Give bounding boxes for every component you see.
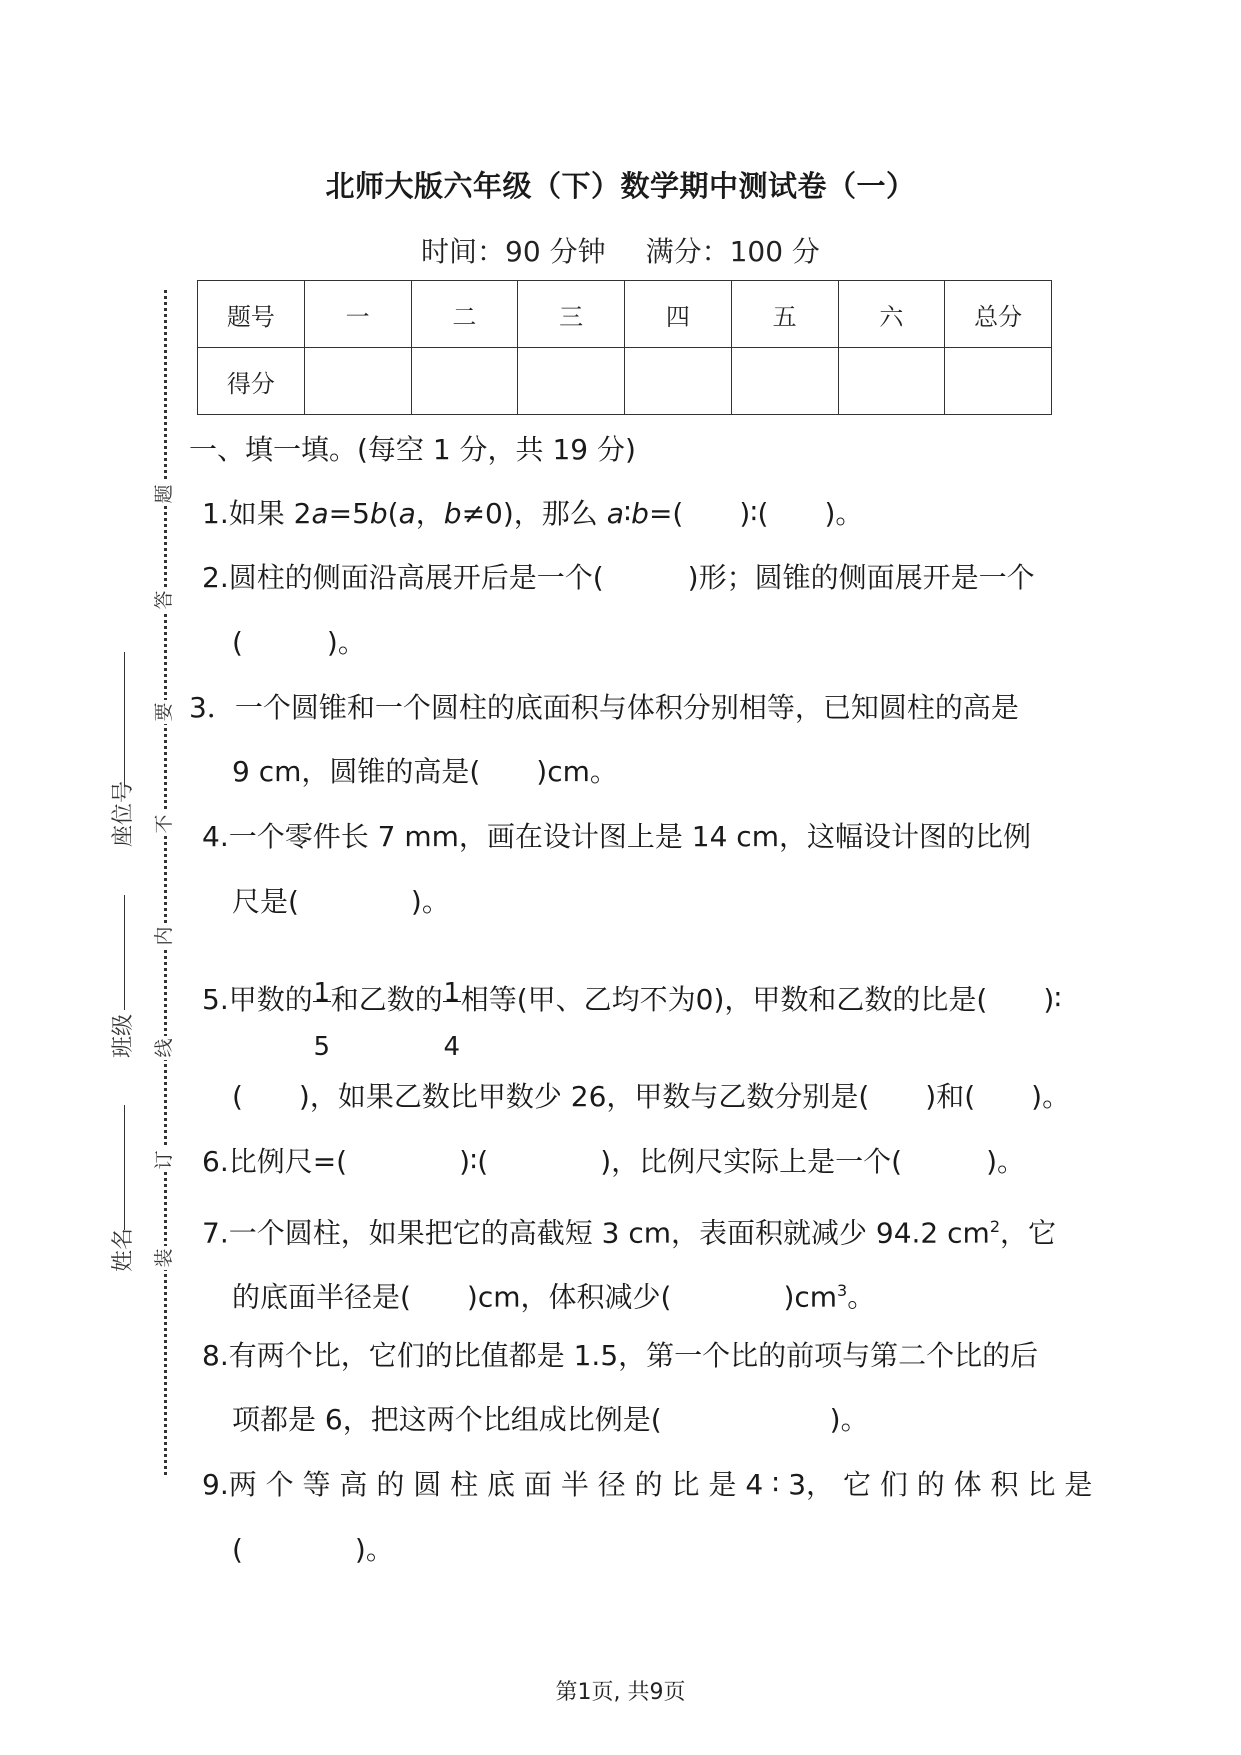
name-label: 姓名 bbox=[111, 1227, 136, 1272]
seat-number-label: 座位号 bbox=[111, 780, 136, 847]
question-5-cont: ( )，如果乙数比甲数少 26，甲数与乙数分别是( )和( )。 bbox=[232, 1080, 1071, 1113]
q1-var: a bbox=[606, 497, 624, 530]
q7-superscript: 3 bbox=[837, 1281, 848, 1300]
page-number: 第1页, 共9页 bbox=[555, 1680, 686, 1705]
binding-char: 题 bbox=[152, 482, 176, 506]
question-5 bbox=[202, 960, 1062, 1062]
fraction-one-fifth bbox=[313, 961, 331, 1062]
row-label: 得分 bbox=[198, 348, 305, 415]
question-4-cont: 尺是( )。 bbox=[232, 885, 450, 918]
header-cell: 三 bbox=[518, 281, 625, 348]
q1-var: a bbox=[311, 497, 329, 530]
fraction-denominator: 5 bbox=[313, 1032, 330, 1062]
question-2: 2.圆柱的侧面沿高展开后是一个( )形；圆锥的侧面展开是一个 bbox=[202, 561, 1035, 594]
q5-text: 5.甲数的 bbox=[202, 983, 313, 1016]
fraction-denominator: 4 bbox=[443, 1032, 460, 1062]
question-4: 4.一个零件长 7 mm，画在设计图上是 14 cm，这幅设计图的比例 bbox=[202, 820, 1031, 853]
binding-char: 装 bbox=[152, 1246, 176, 1270]
q5-text: 和乙数的 bbox=[330, 983, 443, 1016]
q7-text: 的底面半径是( )cm，体积减少( )cm bbox=[232, 1280, 838, 1314]
header-cell: 五 bbox=[731, 281, 838, 348]
question-9-cont: ( )。 bbox=[232, 1533, 394, 1566]
question-7-cont bbox=[232, 1271, 875, 1317]
binding-char: 答 bbox=[152, 588, 176, 612]
header-cell: 总分 bbox=[945, 281, 1052, 348]
q7-text: ，它 bbox=[1000, 1216, 1057, 1250]
score-cell[interactable] bbox=[518, 348, 625, 415]
binding-char: 线 bbox=[152, 1036, 176, 1060]
binding-dotted-line bbox=[164, 290, 167, 1475]
q1-var: b bbox=[631, 497, 649, 530]
question-1 bbox=[202, 494, 863, 534]
q5-text: 相等(甲、乙均不为0)，甲数和乙数的比是( )∶ bbox=[460, 983, 1062, 1016]
q7-text: 7.一个圆柱，如果把它的高截短 3 cm，表面积就减少 94.2 cm bbox=[202, 1216, 990, 1250]
fraction-bar bbox=[313, 1001, 331, 1002]
header-cell: 题号 bbox=[198, 281, 305, 348]
score-cell[interactable] bbox=[625, 348, 732, 415]
q1-text: ( bbox=[387, 497, 399, 530]
seat-number-line[interactable] bbox=[124, 652, 125, 787]
q7-text: 。 bbox=[847, 1280, 876, 1314]
score-cell[interactable] bbox=[731, 348, 838, 415]
fraction-one-fourth bbox=[443, 961, 461, 1062]
score-table-score-row bbox=[198, 348, 1052, 415]
header-cell: 六 bbox=[838, 281, 945, 348]
question-7 bbox=[202, 1207, 1056, 1253]
fraction-numerator: 1 bbox=[313, 978, 330, 1008]
time-limit: 时间：90 分钟 bbox=[421, 235, 606, 268]
q1-var: b bbox=[369, 497, 388, 530]
class-label: 班级 bbox=[111, 1013, 136, 1058]
name-line[interactable] bbox=[124, 1105, 125, 1230]
page-title: 北师大版六年级（下）数学期中测试卷（一） bbox=[325, 169, 916, 203]
q1-text: ∶ bbox=[623, 497, 632, 530]
q1-text: =5 bbox=[328, 497, 370, 530]
q7-superscript: 2 bbox=[989, 1217, 1001, 1236]
score-cell[interactable] bbox=[304, 348, 411, 415]
question-8: 8.有两个比，它们的比值都是 1.5，第一个比的前项与第二个比的后 bbox=[202, 1339, 1039, 1372]
binding-char: 不 bbox=[152, 812, 176, 836]
q1-var: b bbox=[443, 497, 462, 530]
exam-info bbox=[0, 230, 1241, 270]
score-table-header-row bbox=[198, 281, 1052, 348]
question-6: 6.比例尺=( )∶( )，比例尺实际上是一个( )。 bbox=[202, 1145, 1026, 1178]
score-cell[interactable] bbox=[838, 348, 945, 415]
header-cell: 一 bbox=[304, 281, 411, 348]
score-table bbox=[197, 280, 1052, 415]
fraction-numerator: 1 bbox=[443, 978, 460, 1008]
binding-char: 内 bbox=[152, 924, 176, 948]
q1-text: =( )∶( )。 bbox=[648, 497, 864, 530]
question-3-cont: 9 cm，圆锥的高是( )cm。 bbox=[232, 755, 618, 788]
score-cell[interactable] bbox=[945, 348, 1052, 415]
full-score: 满分：100 分 bbox=[645, 235, 820, 268]
score-cell[interactable] bbox=[411, 348, 518, 415]
fraction-bar bbox=[443, 1001, 461, 1002]
question-8-cont: 项都是 6，把这两个比组成比例是( )。 bbox=[232, 1403, 869, 1436]
header-cell: 二 bbox=[411, 281, 518, 348]
class-line[interactable] bbox=[124, 895, 125, 1010]
header-cell: 四 bbox=[625, 281, 732, 348]
q1-var: a bbox=[398, 497, 416, 530]
question-2-cont: ( )。 bbox=[232, 626, 366, 659]
question-9: 9.两 个 等 高 的 圆 柱 底 面 半 径 的 比 是 4 ∶ 3， 它 们 的 体 积 比 是 bbox=[202, 1468, 1093, 1501]
q1-text: ， bbox=[415, 497, 444, 530]
binding-char: 要 bbox=[152, 700, 176, 724]
question-3: 3．一个圆锥和一个圆柱的底面积与体积分别相等，已知圆柱的高是 bbox=[189, 691, 1019, 724]
binding-char: 订 bbox=[152, 1148, 176, 1172]
section-heading: 一、填一填。(每空 1 分，共 19 分) bbox=[189, 433, 636, 466]
q1-text: 1.如果 2 bbox=[202, 497, 312, 530]
q1-text: ≠0)，那么 bbox=[461, 497, 607, 530]
